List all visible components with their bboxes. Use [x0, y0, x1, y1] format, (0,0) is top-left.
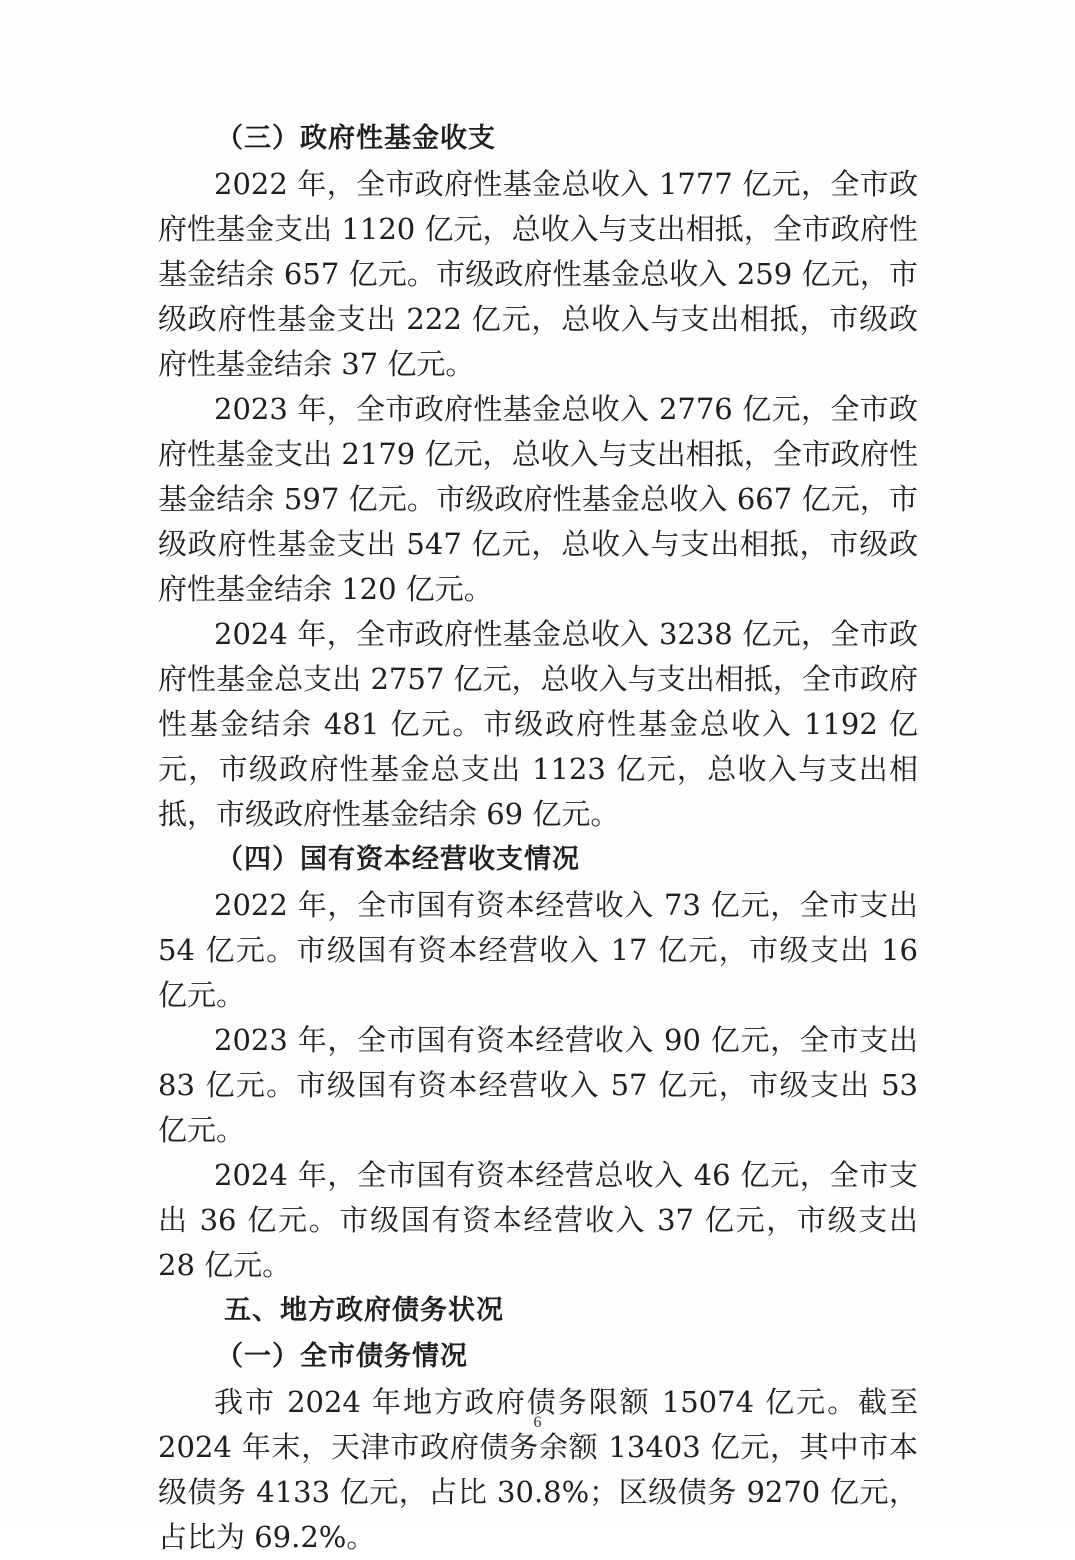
heading-state-capital: （四）国有资本经营收支情况	[216, 844, 580, 875]
paragraph-fund-2024: 2024 年，全市政府性基金总收入 3238 亿元，全市政府性基金总支出 2757 亿元，总收入与支出相抵，全市政府性基金结余 481 亿元。市级政府性基金总收入 1192 亿元，市级政府性基金总支出 1123 亿元，总收入与支出相抵，市级政府性基金结余 69 亿元。	[158, 617, 918, 831]
paragraph-fund-2023: 2023 年，全市政府性基金总收入 2776 亿元，全市政府性基金支出 2179 亿元，总收入与支出相抵，全市政府性基金结余 597 亿元。市级政府性基金总收入 667 亿元，市级政府性基金支出 547 亿元，总收入与支出相抵，市级政府性基金结余 120 亿元。	[158, 392, 918, 606]
page-number: 6	[533, 1414, 542, 1431]
heading-debt-status: 五、地方政府债务状况	[224, 1295, 504, 1326]
heading-government-fund: （三）政府性基金收支	[216, 123, 496, 154]
document-body	[158, 116, 918, 1560]
paragraph-capital-2023: 2023 年，全市国有资本经营收入 90 亿元，全市支出 83 亿元。市级国有资本经营收入 57 亿元，市级支出 53 亿元。	[158, 1023, 918, 1147]
paragraph-capital-2024: 2024 年，全市国有资本经营总收入 46 亿元，全市支出 36 亿元。市级国有资本经营收入 37 亿元，市级支出 28 亿元。	[158, 1158, 918, 1282]
paragraph-city-debt: 我市 2024 年地方政府债务限额 15074 亿元。截至 2024 年末，天津市政府债务余额 13403 亿元，其中市本级债务 4133 亿元，占比 30.8%；区级债务 9270 亿元，占比为 69.2%。	[158, 1385, 918, 1554]
paragraph-fund-2022: 2022 年，全市政府性基金总收入 1777 亿元，全市政府性基金支出 1120 亿元，总收入与支出相抵，全市政府性基金结余 657 亿元。市级政府性基金总收入 259 亿元，市级政府性基金支出 222 亿元，总收入与支出相抵，市级政府性基金结余 37 亿元。	[158, 167, 918, 381]
paragraph-capital-2022: 2022 年，全市国有资本经营收入 73 亿元，全市支出 54 亿元。市级国有资本经营收入 17 亿元，市级支出 16 亿元。	[158, 888, 918, 1012]
heading-city-debt: （一）全市债务情况	[216, 1341, 468, 1372]
